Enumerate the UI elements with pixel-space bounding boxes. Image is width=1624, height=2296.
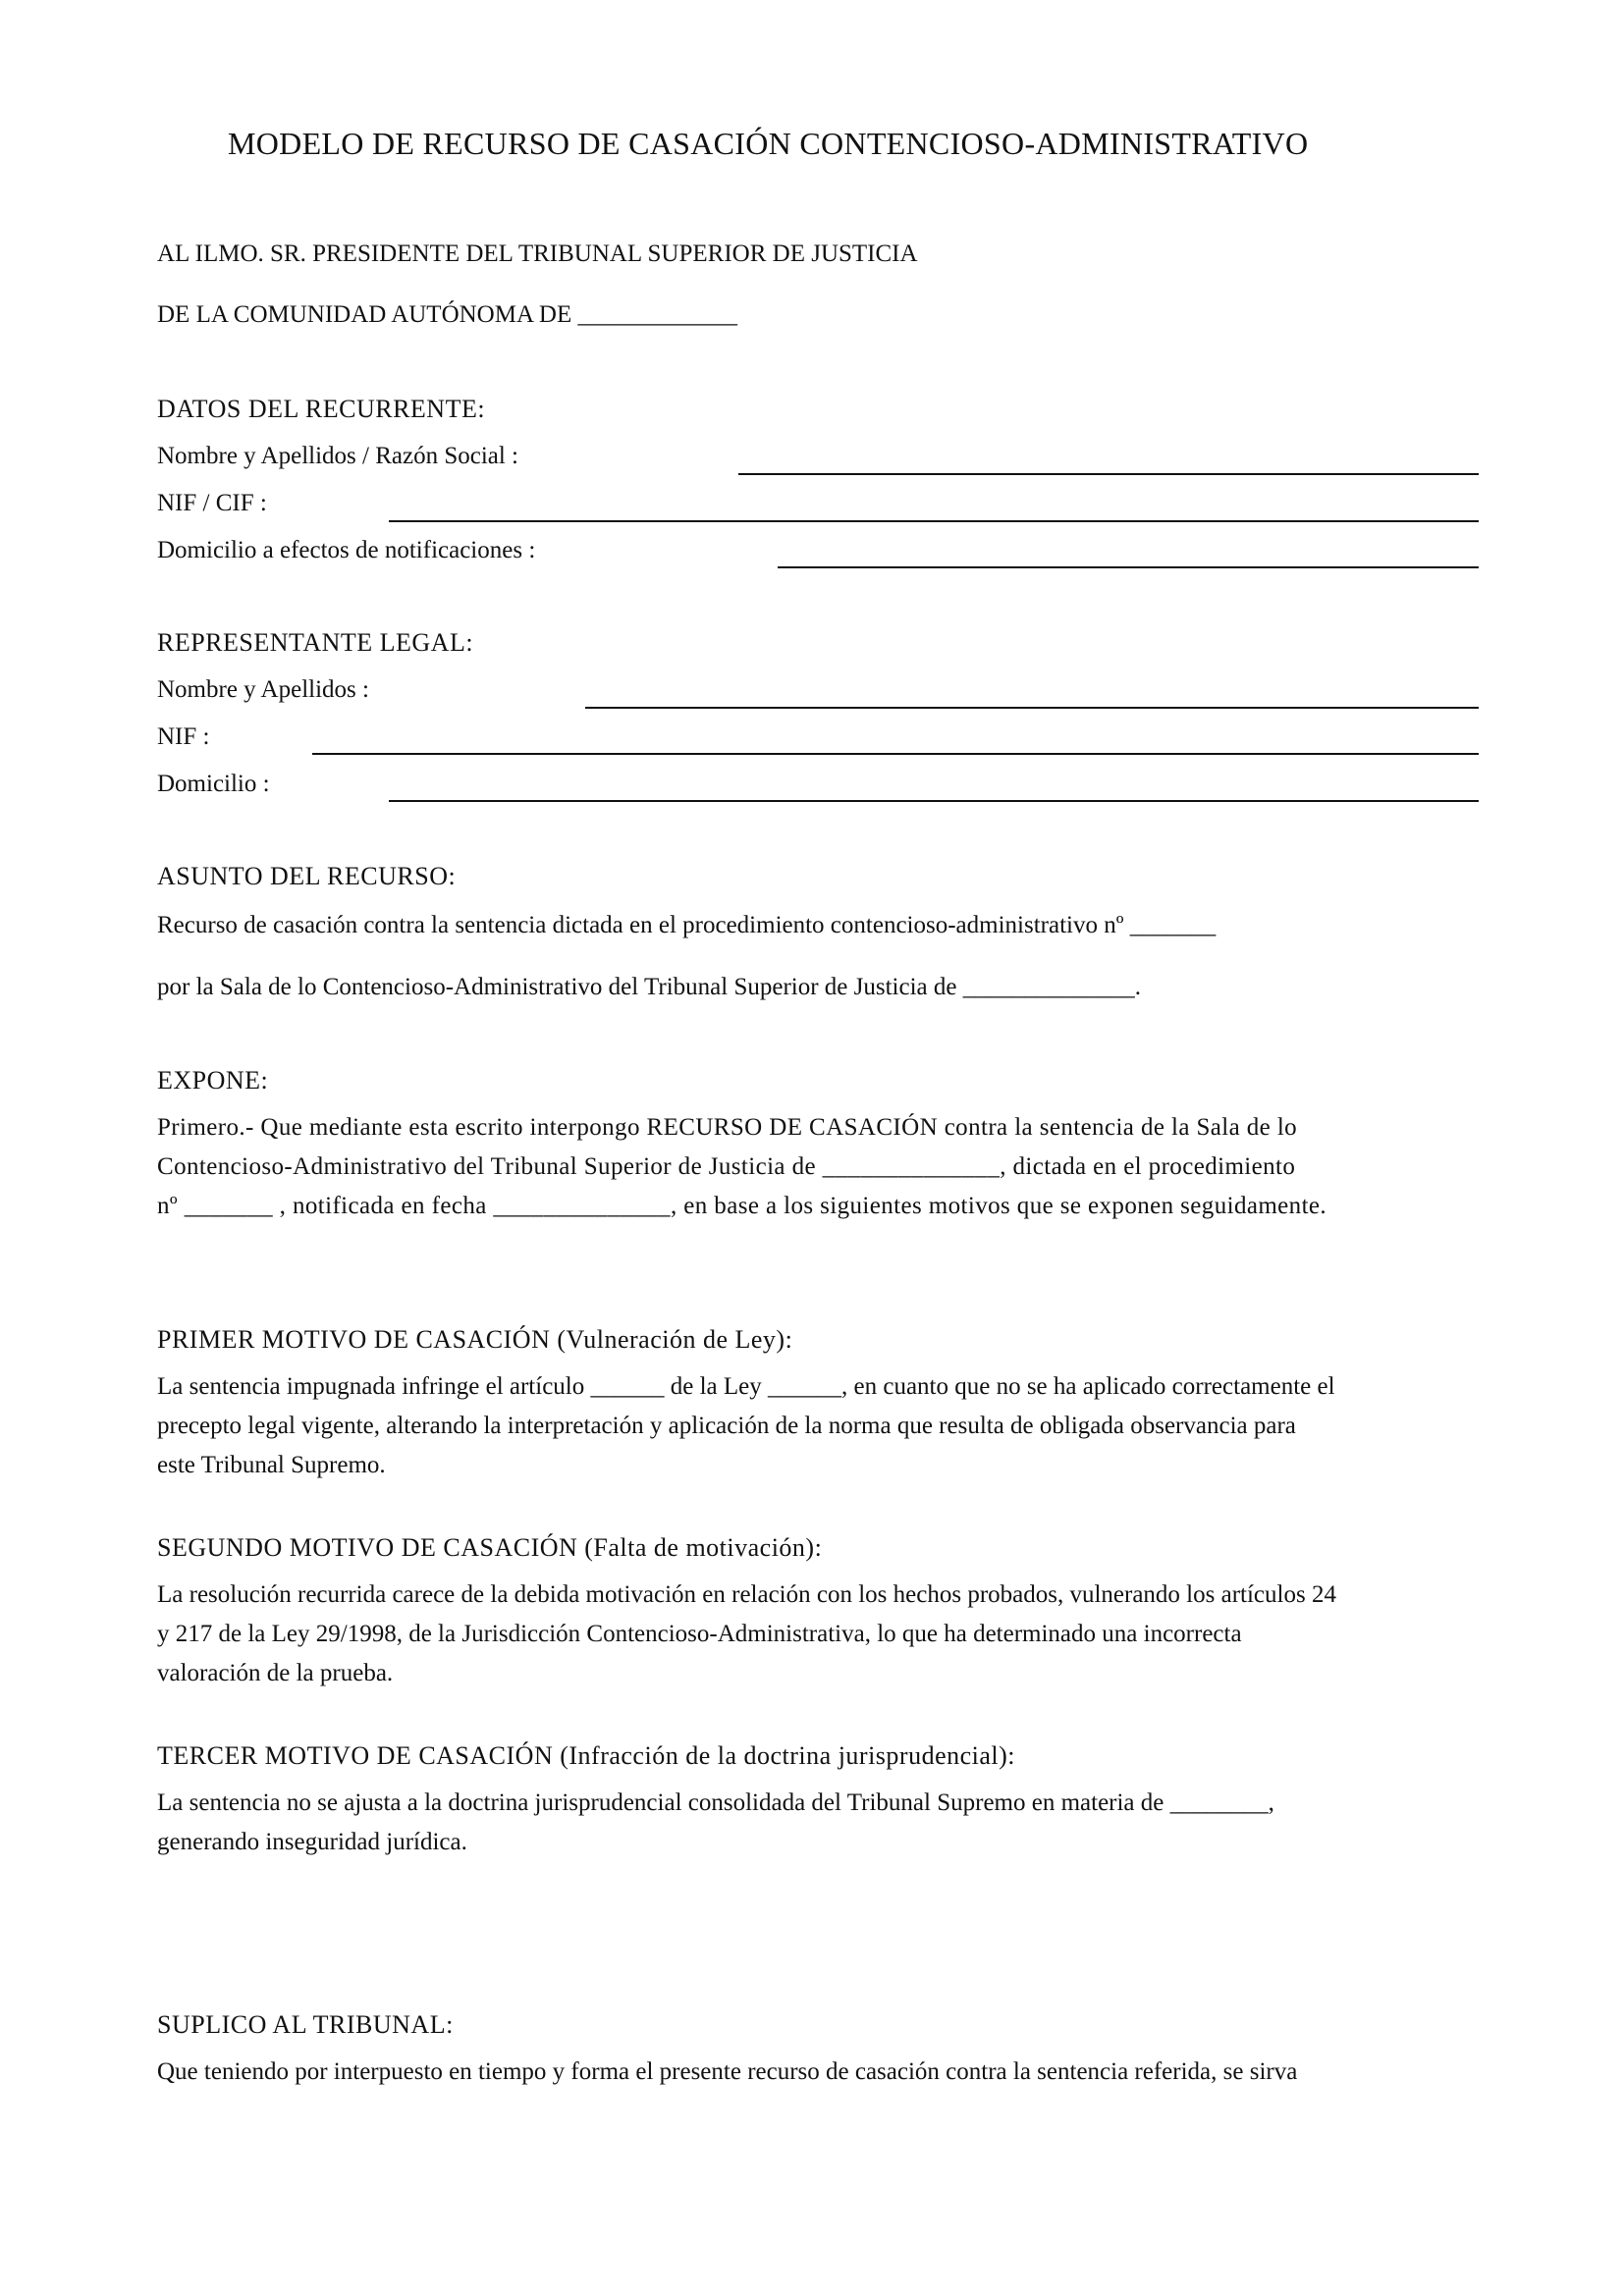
representante-domicilio-field[interactable] [389,800,1479,802]
representante-nif-label: NIF : [157,723,210,750]
motivo3-line: generando inseguridad jurídica. [157,1829,467,1855]
representante-nif-field[interactable] [312,753,1479,755]
motivo3-line: La sentencia no se ajusta a la doctrina jurisprudencial consolidada del Tribunal Supremo en materia de ________, [157,1789,1274,1816]
motivo1-line: este Tribunal Supremo. [157,1452,386,1478]
suplico-line-1: Que teniendo por interpuesto en tiempo y forma el presente recurso de casación contra la sentencia referida, se sirva [157,2058,1298,2085]
expone-line: Contencioso-Administrativo del Tribunal Superior de Justicia de ______________, dictada en el procedimiento [157,1153,1296,1180]
motivo2-heading: SEGUNDO MOTIVO DE CASACIÓN (Falta de motivación): [157,1533,823,1562]
recurrente-heading: DATOS DEL RECURRENTE: [157,395,486,423]
recurrente-nif-field[interactable] [389,520,1479,522]
asunto-line-1: Recurso de casación contra la sentencia dictada en el procedimiento contencioso-administrativo nº _______ [157,912,1217,938]
expone-line: Primero.- Que mediante esta escrito interpongo RECURSO DE CASACIÓN contra la sentencia de la Sala de lo [157,1114,1298,1141]
address-line-1: AL ILMO. SR. PRESIDENTE DEL TRIBUNAL SUPERIOR DE JUSTICIA [157,240,918,267]
expone-line: nº _______ , notificada en fecha ______________, en base a los siguientes motivos que se exponen seguidamente. [157,1193,1327,1219]
page-title: MODELO DE RECURSO DE CASACIÓN CONTENCIOSO-ADMINISTRATIVO [228,126,1309,161]
recurrente-nif-label: NIF / CIF : [157,490,267,516]
motivo1-line: La sentencia impugnada infringe el artículo ______ de la Ley ______, en cuanto que no se ha aplicado correctamente el [157,1373,1335,1400]
asunto-line-2: por la Sala de lo Contencioso-Administrativo del Tribunal Superior de Justicia de ______________. [157,974,1141,1000]
representante-heading: REPRESENTANTE LEGAL: [157,628,474,657]
recurrente-domicilio-label: Domicilio a efectos de notificaciones : [157,537,536,563]
suplico-heading: SUPLICO AL TRIBUNAL: [157,2010,454,2039]
motivo2-line: La resolución recurrida carece de la debida motivación en relación con los hechos probados, vulnerando los artículos 24 [157,1581,1336,1608]
motivo2-line: valoración de la prueba. [157,1660,394,1686]
asunto-heading: ASUNTO DEL RECURSO: [157,862,457,890]
representante-nombre-field[interactable] [585,707,1479,709]
address-line-2: DE LA COMUNIDAD AUTÓNOMA DE _____________ [157,301,737,328]
recurrente-domicilio-field[interactable] [778,566,1479,568]
motivo1-heading: PRIMER MOTIVO DE CASACIÓN (Vulneración de Ley): [157,1325,793,1354]
recurrente-nombre-field[interactable] [738,473,1479,475]
expone-heading: EXPONE: [157,1066,269,1095]
recurrente-nombre-label: Nombre y Apellidos / Razón Social : [157,443,519,469]
motivo1-line: precepto legal vigente, alterando la interpretación y aplicación de la norma que resulta de obligada observancia para [157,1413,1296,1439]
representante-domicilio-label: Domicilio : [157,771,270,797]
representante-nombre-label: Nombre y Apellidos : [157,676,369,703]
motivo2-line: y 217 de la Ley 29/1998, de la Jurisdicción Contencioso-Administrativa, lo que ha determinado una incorrecta [157,1621,1242,1647]
motivo3-heading: TERCER MOTIVO DE CASACIÓN (Infracción de la doctrina jurisprudencial): [157,1741,1016,1770]
